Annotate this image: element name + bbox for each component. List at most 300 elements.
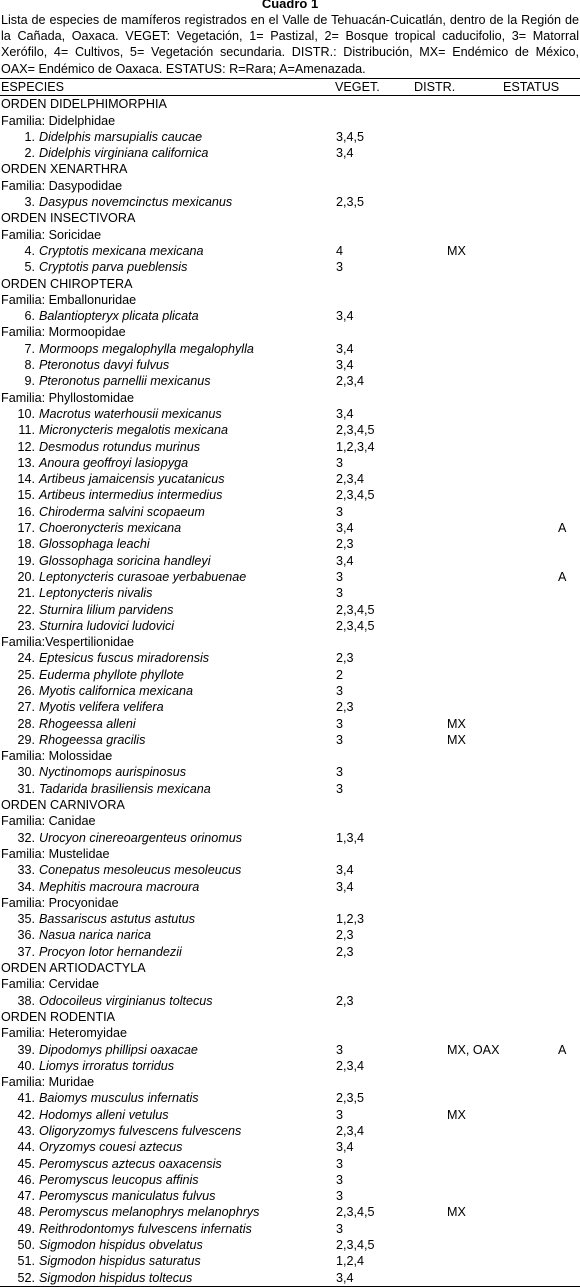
species-number: 44. (17, 1140, 35, 1155)
family-label: Familia: Didelphidae (1, 113, 116, 128)
family-label: Familia: Soricidae (1, 227, 102, 242)
family-label: Familia: Phyllostomidae (1, 390, 134, 405)
species-name: Oligoryzomys fulvescens fulvescens (39, 1124, 242, 1138)
species-name: Peromyscus aztecus oaxacensis (39, 1156, 222, 1171)
species-row (0, 487, 580, 503)
veget-cell: 3 (336, 1221, 344, 1236)
species-name: Myotis californica mexicana (39, 683, 193, 698)
species-row (0, 129, 580, 145)
species-row (0, 504, 580, 520)
species-name: Glossophaga soricina handleyi (39, 553, 211, 568)
species-number: 28. (17, 716, 35, 731)
family-heading (0, 748, 580, 764)
species-name: Oryzomys couesi aztecus (39, 1140, 183, 1155)
species-name: Eptesicus fuscus miradorensis (39, 651, 210, 666)
species-row (0, 830, 580, 846)
species-row (0, 341, 580, 357)
species-name: Peromyscus melanophrys melanophrys (39, 1205, 260, 1220)
species-row (0, 1237, 580, 1253)
species-row (0, 357, 580, 373)
species-name: Artibeus intermedius intermedius (39, 488, 223, 503)
species-number: 52. (17, 1270, 35, 1285)
species-number: 37. (17, 944, 35, 959)
species-cell (19, 569, 246, 585)
veget-cell: 2,3,4,5 (336, 488, 375, 503)
species-cell (19, 716, 136, 732)
family-label: Familia: Emballonuridae (1, 292, 137, 307)
veget-cell: 2,3,4,5 (336, 1238, 375, 1253)
veget-cell: 3,4 (336, 309, 354, 324)
species-cell (19, 1237, 203, 1253)
species-cell (19, 308, 199, 324)
table-caption: Lista de especies de mamíferos registrados en el Valle de Tehuacán-Cuicatlán, dentro de la Región de la Cañada, Oaxaca. VEGET: Vegetación, 1= Pastizal, 2= Bosque tropical caducifolio, 3= Matorral Xerófilo, 4= Cultivos, 5= Vegetación secundaria. DISTR.: Distribución, MX= Endémico de México, OAX= Endémico de Oaxaca. ESTATUS: R=Rara; A=Amenazada. (1, 13, 579, 76)
species-cell (19, 422, 228, 438)
species-name: Didelphis virginiana californica (39, 146, 209, 161)
status-cell: A (558, 521, 567, 536)
species-cell (19, 862, 241, 878)
veget-cell: 3,4 (336, 341, 354, 356)
species-row (0, 243, 580, 259)
species-name: Odocoileus virginianus toltecus (39, 993, 213, 1008)
species-number: 42. (17, 1107, 35, 1122)
species-row (0, 536, 580, 552)
species-row (0, 716, 580, 732)
species-number: 36. (17, 928, 35, 943)
species-number: 1. (24, 129, 35, 144)
species-name: Peromyscus leucopus affinis (39, 1172, 199, 1187)
species-number: 21. (17, 586, 35, 601)
species-cell (19, 1221, 252, 1237)
species-name: Mormoops megalophylla megalophylla (39, 341, 254, 356)
veget-cell: 3 (336, 1107, 344, 1122)
species-name: Mephitis macroura macroura (39, 879, 200, 894)
species-name: Pteronotus davyi fulvus (39, 358, 170, 373)
veget-cell: 3 (336, 1189, 344, 1204)
species-cell (19, 145, 208, 161)
species-row (0, 602, 580, 618)
veget-cell: 3 (336, 683, 344, 698)
species-row (0, 1204, 580, 1220)
species-cell (19, 781, 211, 797)
species-name: Reithrodontomys fulvescens infernatis (39, 1221, 252, 1236)
species-cell (19, 406, 222, 422)
order-heading (0, 161, 580, 177)
species-cell (19, 879, 199, 895)
veget-cell: 3,4 (336, 146, 354, 161)
species-name: Liomys irroratus torridus (39, 1058, 175, 1073)
species-row (0, 879, 580, 895)
species-name: Sigmodon hispidus saturatus (39, 1254, 201, 1269)
order-heading (0, 210, 580, 226)
species-row (0, 569, 580, 585)
table-body (0, 96, 580, 1286)
veget-cell: 4 (336, 243, 344, 258)
species-row (0, 1042, 580, 1058)
species-number: 29. (17, 732, 35, 747)
species-row (0, 1139, 580, 1155)
veget-cell: 3 (336, 504, 344, 519)
species-name: Urocyon cinereoargenteus orinomus (39, 830, 243, 845)
species-row (0, 585, 580, 601)
species-cell (19, 830, 242, 846)
species-name: Tadarida brasiliensis mexicana (39, 781, 211, 796)
species-number: 16. (17, 504, 35, 519)
species-name: Sigmodon hispidus obvelatus (39, 1238, 203, 1253)
species-row (0, 993, 580, 1009)
veget-cell: 3 (336, 765, 344, 780)
species-row (0, 455, 580, 471)
species-number: 14. (17, 472, 35, 487)
veget-cell: 2,3,4,5 (336, 602, 375, 617)
family-heading (0, 846, 580, 862)
species-row (0, 781, 580, 797)
family-label: Familia: Molossidae (1, 749, 113, 764)
header-species: ESPECIES (1, 80, 64, 94)
family-label: Familia: Heteromyidae (1, 1026, 127, 1041)
species-number: 51. (17, 1254, 35, 1269)
family-label: Familia: Dasypodidae (1, 178, 123, 193)
species-row (0, 667, 580, 683)
species-cell (19, 1139, 182, 1155)
species-number: 30. (17, 765, 35, 780)
species-cell (19, 471, 225, 487)
species-name: Desmodus rotundus murinus (39, 439, 200, 454)
veget-cell: 2,3 (336, 700, 354, 715)
species-cell (19, 439, 200, 455)
species-row (0, 1107, 580, 1123)
species-cell (19, 520, 181, 536)
veget-cell: 2,3 (336, 651, 354, 666)
species-cell (19, 927, 151, 943)
species-cell (19, 1172, 199, 1188)
species-cell (19, 667, 184, 683)
veget-cell: 2,3 (336, 944, 354, 959)
species-number: 25. (17, 667, 35, 682)
species-name: Conepatus mesoleucus mesoleucus (39, 863, 242, 878)
veget-cell: 2,3,4 (336, 1124, 365, 1138)
species-number: 3. (24, 195, 35, 210)
family-heading (0, 113, 580, 129)
species-row (0, 422, 580, 438)
species-row (0, 259, 580, 275)
species-number: 47. (17, 1189, 35, 1204)
species-cell (19, 455, 188, 471)
species-name: Cryptotis mexicana mexicana (39, 243, 204, 258)
family-heading (0, 292, 580, 308)
family-heading (0, 634, 580, 650)
species-row (0, 194, 580, 210)
header-status: ESTATUS (503, 80, 560, 94)
species-name: Balantiopteryx plicata plicata (39, 309, 199, 324)
species-cell (19, 764, 186, 780)
species-row (0, 1172, 580, 1188)
species-row (0, 553, 580, 569)
species-name: Cryptotis parva pueblensis (39, 260, 188, 275)
species-row (0, 911, 580, 927)
veget-cell: 3 (336, 781, 344, 796)
veget-cell: 2,3,4 (336, 472, 365, 487)
species-row (0, 1188, 580, 1204)
species-cell (19, 585, 152, 601)
species-cell (19, 1188, 215, 1204)
species-number: 23. (17, 618, 35, 633)
species-name: Bassariscus astutus astutus (39, 912, 196, 927)
veget-cell: 3,4,5 (336, 129, 365, 144)
family-label: Familia: Mormoopidae (1, 325, 126, 340)
distr-cell: MX (447, 716, 466, 731)
species-name: Nasua narica narica (39, 928, 152, 943)
order-heading (0, 276, 580, 292)
species-row (0, 145, 580, 161)
species-row (0, 1221, 580, 1237)
order-label: ORDEN ARTIODACTYLA (1, 961, 146, 976)
species-row (0, 732, 580, 748)
order-heading (0, 1009, 580, 1025)
species-cell (19, 259, 187, 275)
distr-cell: MX (447, 243, 466, 258)
species-cell (19, 1058, 174, 1074)
species-name: Anoura geoffroyi lasiopyga (39, 455, 189, 470)
order-heading (0, 960, 580, 976)
veget-cell: 3 (336, 716, 344, 731)
species-name: Sturnira ludovici ludovici (39, 618, 175, 633)
order-label: ORDEN CARNIVORA (1, 798, 125, 813)
species-number: 7. (24, 341, 35, 356)
family-label: Familia: Cervidae (1, 977, 99, 992)
species-cell (19, 129, 202, 145)
species-row (0, 1156, 580, 1172)
distr-cell: MX, OAX (447, 1042, 500, 1057)
species-number: 6. (24, 309, 35, 324)
veget-cell: 3 (336, 586, 344, 601)
veget-cell: 2,3 (336, 537, 354, 552)
species-cell (19, 732, 145, 748)
species-cell (19, 357, 169, 373)
species-cell (19, 602, 173, 618)
species-number: 19. (17, 553, 35, 568)
order-label: ORDEN XENARTHRA (1, 162, 128, 177)
veget-cell: 2,3,4 (336, 1058, 365, 1073)
species-name: Dasypus novemcinctus mexicanus (39, 195, 233, 210)
species-cell (19, 699, 164, 715)
species-name: Didelphis marsupialis caucae (39, 129, 203, 144)
species-row (0, 308, 580, 324)
species-number: 49. (17, 1221, 35, 1236)
species-cell (19, 1253, 201, 1269)
species-row (0, 471, 580, 487)
species-number: 22. (17, 602, 35, 617)
species-number: 13. (17, 455, 35, 470)
species-number: 32. (17, 830, 35, 845)
family-heading (0, 178, 580, 194)
species-number: 5. (24, 260, 35, 275)
species-number: 45. (17, 1156, 35, 1171)
species-name: Macrotus waterhousii mexicanus (39, 406, 222, 421)
veget-cell: 3,4 (336, 879, 354, 894)
family-heading (0, 390, 580, 406)
veget-cell: 1,2,3,4 (336, 439, 375, 454)
species-cell (19, 504, 205, 520)
species-name: Hodomys alleni vetulus (39, 1107, 169, 1122)
species-row (0, 699, 580, 715)
species-number: 48. (17, 1205, 35, 1220)
species-name: Euderma phyllote phyllote (39, 667, 184, 682)
species-cell (19, 1270, 192, 1286)
species-name: Chiroderma salvini scopaeum (39, 504, 205, 519)
veget-cell: 3 (336, 455, 344, 470)
species-number: 12. (17, 439, 35, 454)
species-name: Micronycteris megalotis mexicana (39, 423, 228, 438)
species-name: Myotis velifera velifera (39, 700, 164, 715)
species-row (0, 373, 580, 389)
species-name: Leptonycteris nivalis (39, 586, 153, 601)
veget-cell: 2,3 (336, 993, 354, 1008)
veget-cell: 2,3,4,5 (336, 1205, 375, 1220)
species-cell (19, 1156, 222, 1172)
species-number: 18. (17, 537, 35, 552)
veget-cell: 3,4 (336, 406, 354, 421)
species-name: Procyon lotor hernandezii (39, 944, 182, 959)
veget-cell: 3 (336, 1042, 344, 1057)
family-heading (0, 976, 580, 992)
veget-cell: 3 (336, 260, 344, 275)
species-row (0, 618, 580, 634)
distr-cell: MX (447, 1107, 466, 1122)
species-number: 27. (17, 700, 35, 715)
order-heading (0, 96, 580, 112)
family-heading (0, 227, 580, 243)
species-cell (19, 1107, 169, 1123)
order-label: ORDEN RODENTIA (1, 1009, 116, 1024)
species-row (0, 1058, 580, 1074)
species-row (0, 1270, 580, 1286)
species-row (0, 1253, 580, 1269)
veget-cell: 2,3,4,5 (336, 423, 375, 438)
species-row (0, 1090, 580, 1106)
species-number: 50. (17, 1238, 35, 1253)
species-cell (19, 944, 182, 960)
species-number: 20. (17, 569, 35, 584)
order-label: ORDEN CHIROPTERA (1, 276, 133, 291)
species-number: 9. (24, 374, 35, 389)
veget-cell: 1,3,4 (336, 830, 365, 845)
species-number: 38. (17, 993, 35, 1008)
family-heading (0, 324, 580, 340)
veget-cell: 2,3,4 (336, 374, 365, 389)
family-label: Familia:Vespertilionidae (1, 635, 135, 650)
species-number: 35. (17, 912, 35, 927)
veget-cell: 3 (336, 1156, 344, 1171)
veget-cell: 2,3 (336, 928, 354, 943)
distr-cell: MX (447, 1205, 466, 1220)
species-name: Dipodomys phillipsi oaxacae (39, 1042, 198, 1057)
family-label: Familia: Canidae (1, 814, 96, 829)
veget-cell: 3,4 (336, 553, 354, 568)
species-number: 24. (17, 651, 35, 666)
species-number: 43. (17, 1124, 35, 1138)
veget-cell: 3,4 (336, 521, 354, 536)
veget-cell: 3 (336, 1172, 344, 1187)
species-row (0, 764, 580, 780)
species-name: Glossophaga leachi (39, 537, 150, 552)
order-heading (0, 797, 580, 813)
header-distr: DISTR. (414, 80, 456, 94)
distr-cell: MX (447, 732, 466, 747)
veget-cell: 3,4 (336, 1270, 354, 1285)
species-number: 40. (17, 1058, 35, 1073)
species-row (0, 927, 580, 943)
veget-cell: 1,2,4 (336, 1254, 365, 1269)
species-row (0, 1123, 580, 1139)
species-name: Sigmodon hispidus toltecus (39, 1270, 193, 1285)
veget-cell: 3,4 (336, 1140, 354, 1155)
family-label: Familia: Mustelidae (1, 846, 110, 861)
veget-cell: 2,3,4,5 (336, 618, 375, 633)
species-cell (19, 553, 211, 569)
species-number: 41. (17, 1091, 35, 1106)
species-row (0, 406, 580, 422)
family-heading (0, 895, 580, 911)
species-name: Rhogeessa alleni (39, 716, 136, 731)
species-number: 33. (17, 863, 35, 878)
species-cell (19, 618, 174, 634)
species-row (0, 862, 580, 878)
veget-cell: 3 (336, 569, 344, 584)
species-number: 11. (18, 423, 35, 438)
veget-cell: 3,4 (336, 863, 354, 878)
species-row (0, 944, 580, 960)
species-cell (19, 536, 150, 552)
species-number: 17. (17, 521, 35, 536)
veget-cell: 3,4 (336, 358, 354, 373)
table-header-row (0, 79, 580, 95)
species-name: Baiomys musculus infernatis (39, 1091, 199, 1106)
species-cell (19, 1204, 259, 1220)
family-label: Familia: Procyonidae (1, 895, 119, 910)
species-name: Rhogeessa gracilis (39, 732, 146, 747)
species-name: Leptonycteris curasoae yerbabuenae (39, 569, 247, 584)
species-cell (19, 243, 203, 259)
status-cell: A (558, 569, 567, 584)
species-number: 15. (17, 488, 35, 503)
species-name: Choeronycteris mexicana (39, 521, 182, 536)
species-number: 10. (17, 406, 35, 421)
species-cell (19, 1042, 198, 1058)
species-number: 34. (17, 879, 35, 894)
species-row (0, 650, 580, 666)
species-row (0, 683, 580, 699)
status-cell: A (558, 1042, 567, 1057)
veget-cell: 2,3,5 (336, 195, 365, 210)
species-cell (19, 373, 211, 389)
species-cell (19, 194, 232, 210)
species-name: Sturnira lilium parvidens (39, 602, 174, 617)
veget-cell: 2 (336, 667, 344, 682)
veget-cell: 3 (336, 732, 344, 747)
species-cell (19, 341, 254, 357)
species-cell (19, 683, 193, 699)
species-number: 4. (24, 243, 35, 258)
species-name: Artibeus jamaicensis yucatanicus (39, 472, 225, 487)
species-row (0, 439, 580, 455)
veget-cell: 1,2,3 (336, 912, 365, 927)
species-row (0, 520, 580, 536)
species-number: 31. (17, 781, 35, 796)
species-cell (19, 650, 209, 666)
family-heading (0, 813, 580, 829)
species-cell (19, 1090, 199, 1106)
species-number: 8. (24, 358, 35, 373)
